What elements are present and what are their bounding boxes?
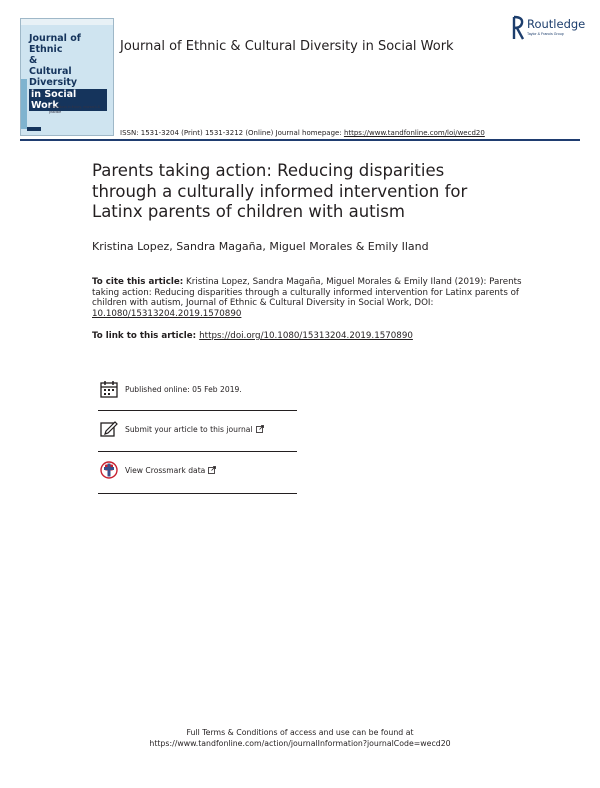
issn-line — [120, 129, 485, 137]
routledge-r-icon — [512, 15, 524, 41]
cover-top-band — [21, 19, 113, 25]
doi-link[interactable]: 10.1080/15313204.2019.1570890 — [92, 308, 242, 319]
article-link-line — [92, 331, 413, 341]
citation-block — [92, 277, 532, 319]
header-divider — [20, 139, 580, 141]
article-authors: Kristina Lopez, Sandra Magaña, Miguel Morales & Emily Iland — [92, 240, 429, 253]
external-link-icon — [256, 425, 264, 433]
article-doi-url[interactable]: https://doi.org/10.1080/15313204.2019.1570890 — [199, 331, 413, 341]
article-title: Parents taking action: Reducing disparities through a culturally informed intervention for Latinx parents of children with autism — [92, 161, 468, 221]
cover-title-line: Journal of — [29, 33, 81, 44]
row-divider — [98, 410, 297, 411]
publisher-tagline: Taylor & Francis Group — [527, 32, 564, 36]
submit-article-link[interactable] — [98, 420, 298, 444]
crossmark-text: View Crossmark data — [125, 466, 216, 475]
article-link-label: To link to this article: — [92, 331, 200, 341]
journal-cover-image — [20, 18, 114, 136]
cover-title-line: Cultural Diversity — [29, 66, 78, 88]
routledge-logo — [512, 15, 592, 43]
row-divider — [98, 493, 297, 494]
terms-text: Full Terms & Conditions of access and use can be found at — [186, 728, 414, 737]
issn-text: ISSN: 1531-3204 (Print) 1531-3212 (Online) Journal homepage: — [120, 129, 344, 137]
published-online-text: Published online: 05 Feb 2019. — [125, 385, 242, 394]
published-online-row — [98, 380, 298, 404]
journal-title: Journal of Ethnic & Cultural Diversity in Social Work — [120, 39, 454, 54]
terms-footer — [0, 727, 600, 749]
cover-publisher-logo — [27, 127, 41, 131]
cover-side-bar — [21, 79, 27, 129]
cover-title — [29, 33, 107, 112]
crossmark-link[interactable] — [98, 461, 298, 485]
journal-homepage-link[interactable]: https://www.tandfonline.com/loi/wecd20 — [343, 129, 485, 137]
submit-article-text: Submit your article to this journal — [125, 425, 264, 434]
citation-text: Kristina Lopez, Sandra Magaña, Miguel Morales & Emily Iland (2019): Parents taking action: Reducing disparities through a culturally informed intervention for Latinx parents of children with autism, Journal of Ethnic & Cultural Diversity in Social Work, DOI: — [92, 277, 522, 309]
row-divider — [98, 451, 297, 452]
cover-title-line: Ethnic — [29, 44, 63, 55]
publisher-name: Routledge — [527, 17, 586, 31]
edit-document-icon — [100, 420, 118, 438]
cover-title-line: in Social Work — [29, 88, 107, 112]
citation-label: To cite this article: — [92, 277, 184, 287]
cover-subtitle: Innovations in theory, research & practice — [49, 105, 100, 114]
calendar-icon — [100, 380, 118, 398]
terms-url[interactable]: https://www.tandfonline.com/action/journalInformation?journalCode=wecd20 — [149, 739, 451, 748]
cover-title-line: & — [29, 55, 38, 66]
crossmark-icon — [100, 461, 118, 479]
external-link-icon — [208, 466, 216, 474]
